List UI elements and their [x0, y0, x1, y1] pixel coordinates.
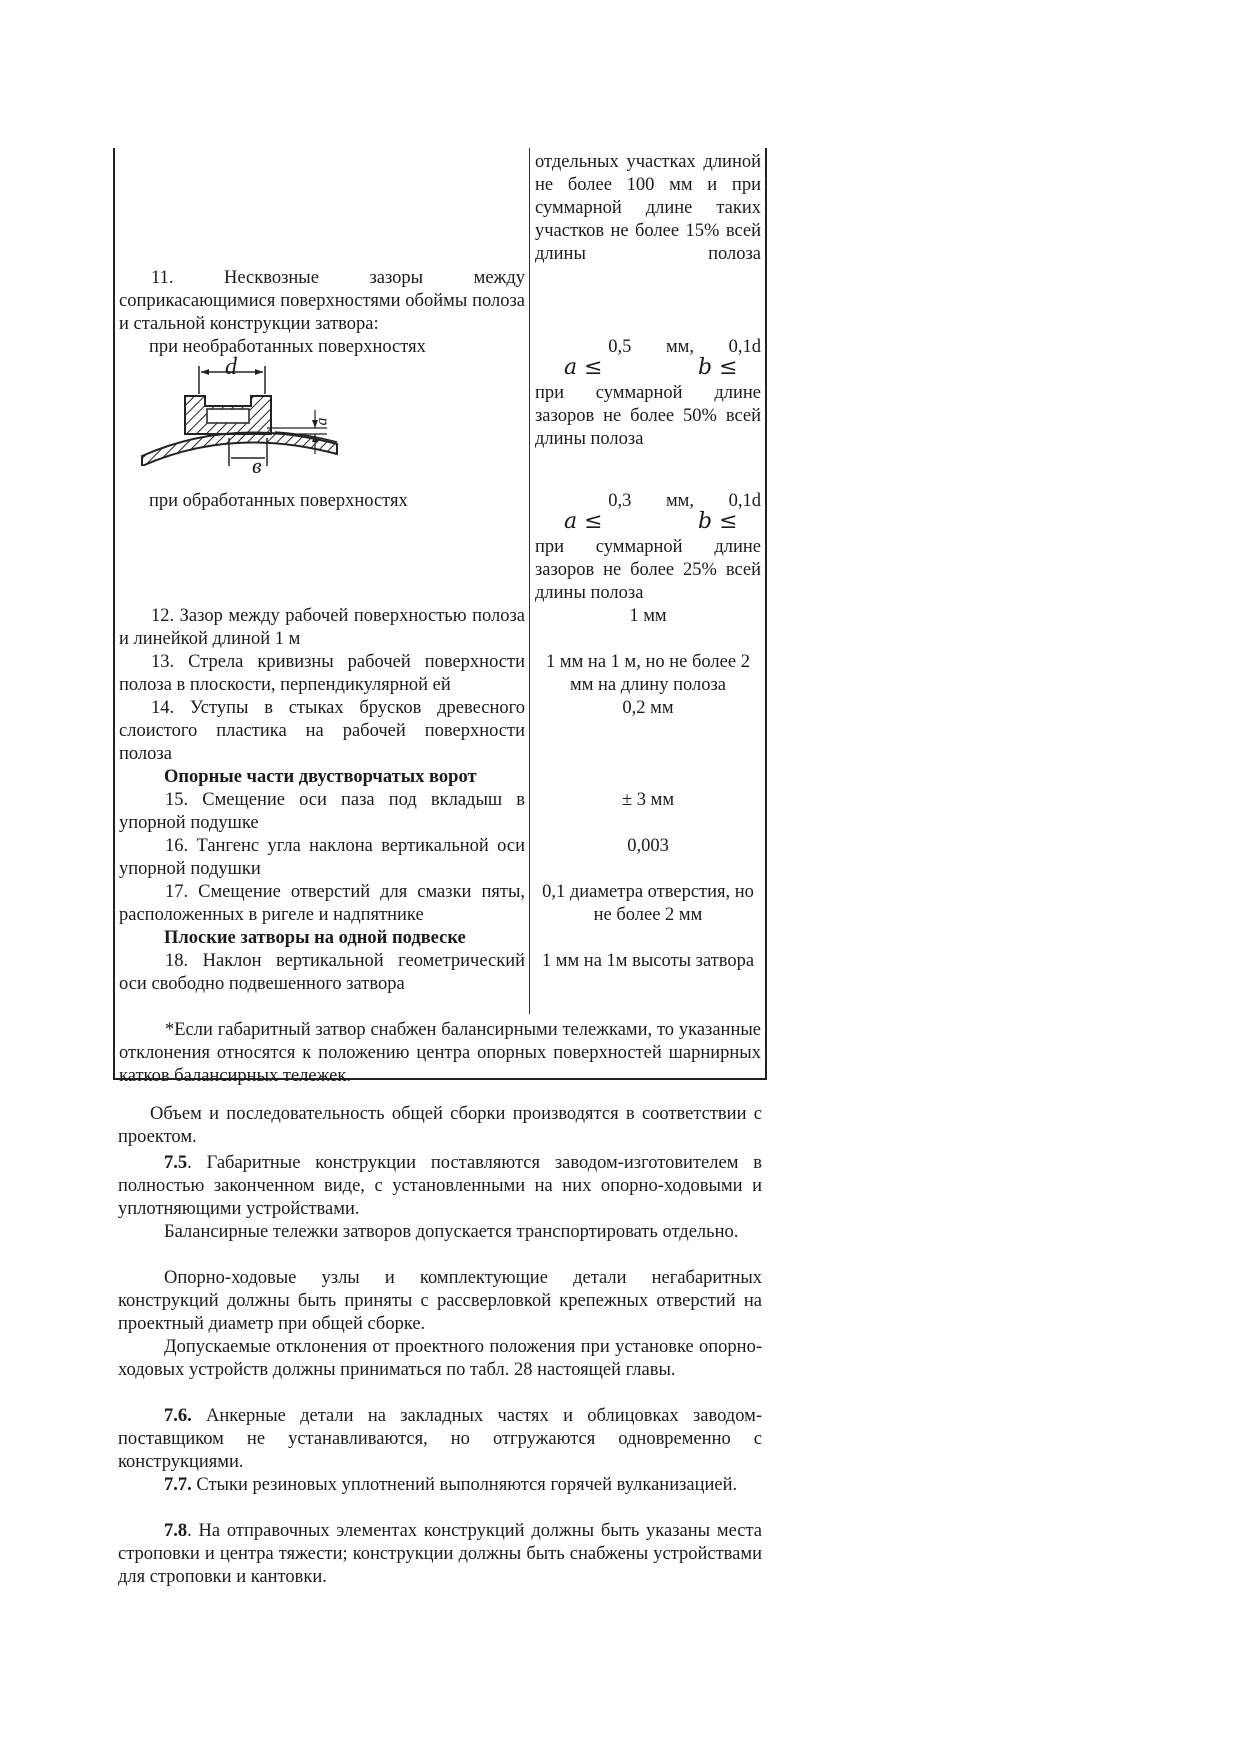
clause-number: 7.7.: [164, 1475, 192, 1495]
machined-symbol-a: a ≤: [564, 509, 603, 534]
tolerance-table: [113, 148, 767, 1086]
paragraph-7-8: [118, 1520, 762, 1589]
paragraph-tolerances: Допускаемые отклонения от проектного положения при установке опорно-ходовых устройств должны приниматься по табл. 28 настоящей главы.: [118, 1337, 762, 1380]
unmachined-symbol-a: a ≤: [564, 355, 603, 380]
clause-number: 7.8: [164, 1521, 188, 1541]
machined-symbol-b: b ≤: [698, 509, 738, 534]
table-footnote: *Если габаритный затвор снабжен балансирными тележками, то указанные отклонения относятся к положению центра опорных поверхностей шарнирных катков балансирных тележек.: [119, 1020, 761, 1086]
figure-label-d: d: [225, 354, 237, 380]
item-16-value: 0,003: [627, 836, 669, 856]
clause-number: 7.6.: [164, 1406, 192, 1426]
item-12-value: 1 мм: [629, 606, 667, 626]
clause-text: . Габаритные конструкции поставляются заводом-изготовителем в полностью законченном виде, с установленными на них опорно-ходовыми и уплотняющими устройствами.: [118, 1153, 762, 1219]
item-17-value: 0,1 диаметра отверстия, но не более 2 мм: [542, 882, 754, 925]
section-heading-flat-gates: Плоские затворы на одной подвеске: [164, 928, 466, 948]
table-column-divider: [529, 148, 530, 1014]
paragraph-assembly: Объем и последовательность общей сборки производятся в соответствии с проектом.: [118, 1104, 762, 1147]
continued-cell: отдельных участках длиной не более 100 мм и при суммарной длине таких участков не более 15% всей длины полоза: [535, 152, 761, 264]
paragraph-7-7: [118, 1474, 762, 1497]
clause-text: . На отправочных элементах конструкций должны быть указаны места строповки и центра тяжести; конструкции должны быть снабжены устройствами для строповки и кантовки.: [118, 1521, 762, 1587]
item-15-value: ± 3 мм: [621, 790, 675, 810]
item-17-description: 17. Смещение отверстий для смазки пяты, расположенных в ригеле и надпятнике: [119, 882, 525, 925]
item-13-value: 1 мм на 1 м, но не более 2 мм на длину полоза: [546, 652, 750, 695]
paragraph-7-5: [118, 1152, 762, 1221]
paragraph-7-6: [118, 1405, 762, 1474]
item-11-description: 11. Несквозные зазоры между соприкасающимися поверхностями обоймы полоза и стальной конструкции затвора:: [119, 268, 525, 334]
item-18-description: 18. Наклон вертикальной геометрический оси свободно подвешенного затвора: [119, 951, 525, 994]
paragraph-balancer-carts: Балансирные тележки затворов допускается транспортировать отдельно.: [164, 1222, 739, 1242]
figure-label-b: в: [252, 453, 262, 478]
paragraph-running-gear: Опорно-ходовые узлы и комплектующие детали негабаритных конструкций должны быть приняты с рассверловкой крепежных отверстий на проектный диаметр при общей сборке.: [118, 1268, 762, 1334]
item-18-value: 1 мм на 1м высоты затвора: [541, 951, 755, 971]
item-14-description: 14. Уступы в стыках брусков древесного слоистого пластика на рабочей поверхности полоза: [119, 698, 525, 764]
figure-label-a: a: [313, 417, 331, 426]
item-16-description: 16. Тангенс угла наклона вертикальной оси упорной подушки: [119, 836, 525, 879]
unmachined-limit-values: 0,5 мм, 0,1d: [608, 337, 761, 357]
unmachined-symbol-b: b ≤: [698, 355, 738, 380]
item-14-value: 0,2 мм: [622, 698, 674, 718]
machined-limit-note: при суммарной длине зазоров не более 25% всей длины полоза: [535, 537, 761, 603]
item-15-description: 15. Смещение оси паза под вкладыш в упорной подушке: [119, 790, 525, 833]
gap-diagram: [137, 354, 457, 466]
clause-text: Стыки резиновых уплотнений выполняются горячей вулканизацией.: [191, 1475, 738, 1495]
unmachined-limit-note: при суммарной длине зазоров не более 50% всей длины полоза: [535, 383, 761, 449]
section-heading-support: Опорные части двустворчатых ворот: [164, 767, 477, 787]
machined-limit-values: 0,3 мм, 0,1d: [608, 491, 761, 511]
machined-label: при обработанных поверхностях: [149, 491, 408, 511]
unmachined-label: при необработанных поверхностях: [149, 337, 426, 357]
clause-text: Анкерные детали на закладных частях и облицовках заводом-поставщиком не устанавливаются, но отгружаются одновременно с конструкциями.: [118, 1406, 762, 1472]
clause-number: 7.5: [164, 1153, 188, 1173]
item-13-description: 13. Стрела кривизны рабочей поверхности полоза в плоскости, перпендикулярной ей: [119, 652, 525, 695]
item-12-description: 12. Зазор между рабочей поверхностью полоза и линейкой длиной 1 м: [119, 606, 525, 649]
